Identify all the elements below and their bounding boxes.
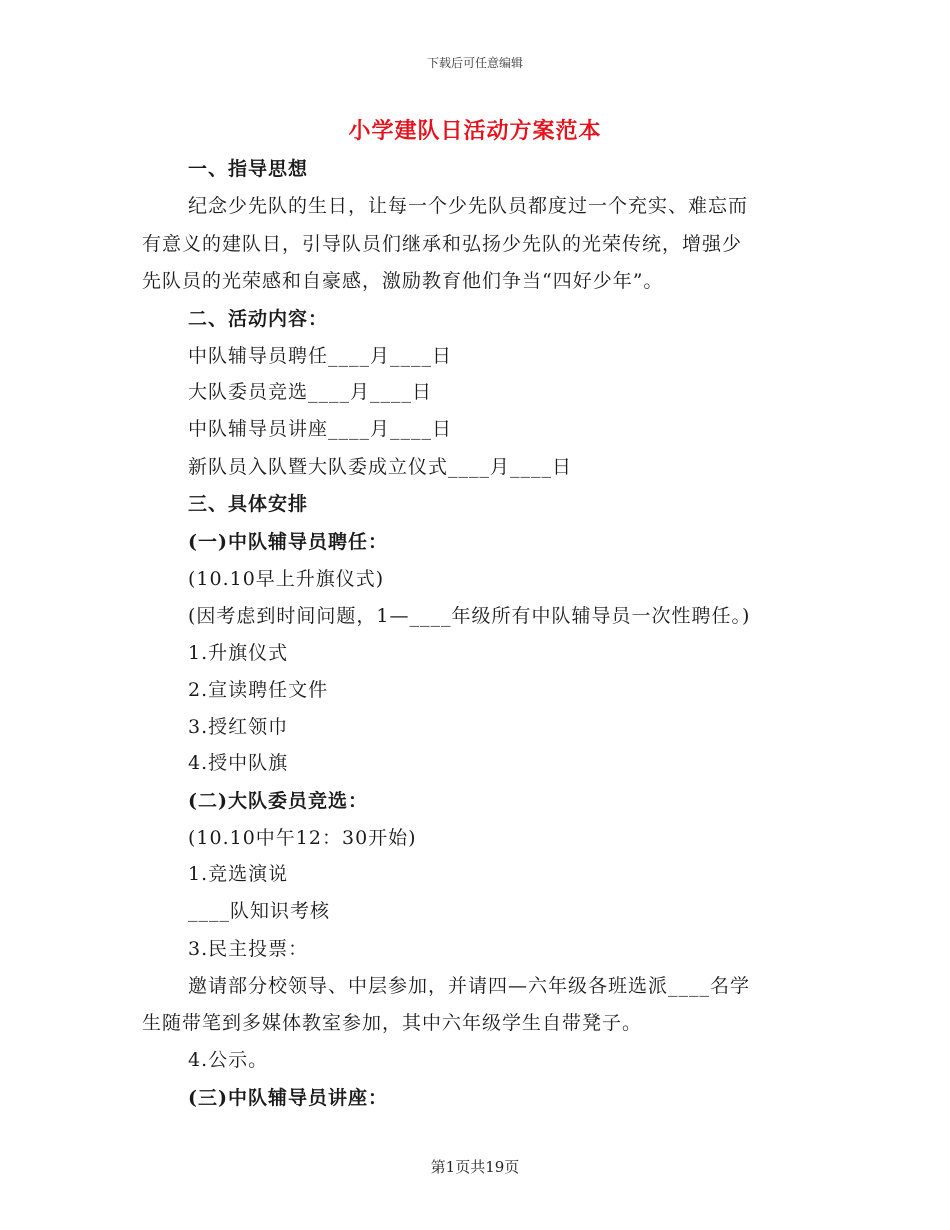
subsection-heading: (二)大队委员竞选： <box>188 790 368 812</box>
list-item: ____队知识考核 <box>188 900 331 922</box>
paragraph-line: 邀请部分校领导、中层参加，并请四—六年级各班选派____名学 <box>188 975 751 997</box>
paragraph-line: 先队员的光荣感和自豪感，激励教育他们争当“四好少年”。 <box>142 270 664 292</box>
list-item: 大队委员竞选____月____日 <box>188 381 433 403</box>
section-heading: 一、指导思想 <box>188 158 309 180</box>
list-item: 新队员入队暨大队委成立仪式____月____日 <box>188 456 573 478</box>
list-item: 1.升旗仪式 <box>188 642 289 664</box>
subsection-heading: (三)中队辅导员讲座： <box>188 1087 388 1109</box>
paragraph-line: 有意义的建队日，引导队员们继承和弘扬少先队的光荣传统，增强少 <box>142 233 743 255</box>
section-heading: 二、活动内容： <box>188 308 329 330</box>
document-title: 小学建队日活动方案范本 <box>348 118 602 144</box>
paragraph-line: 生随带笔到多媒体教室参加，其中六年级学生自带凳子。 <box>142 1012 643 1034</box>
page-footer: 第1页共19页 <box>430 1158 520 1176</box>
paragraph-line: (10.10中午12：30开始) <box>188 827 417 849</box>
list-item: 中队辅导员聘任____月____日 <box>188 345 453 367</box>
list-item: 中队辅导员讲座____月____日 <box>188 418 453 440</box>
list-item: 1.竞选演说 <box>188 863 289 885</box>
list-item: 4.公示。 <box>188 1049 269 1071</box>
list-item: 4.授中队旗 <box>188 752 289 774</box>
list-item: 3.授红领巾 <box>188 716 289 738</box>
list-item: 2.宣读聘任文件 <box>188 679 329 701</box>
paragraph-line: 纪念少先队的生日，让每一个少先队员都度过一个充实、难忘而 <box>188 195 749 217</box>
page-header: 下载后可任意编辑 <box>426 56 523 70</box>
paragraph-line: (因考虑到时间问题，1—____年级所有中队辅导员一次性聘任。) <box>188 605 751 627</box>
section-heading: 三、具体安排 <box>188 493 309 515</box>
subsection-heading: (一)中队辅导员聘任： <box>188 531 388 553</box>
list-item: 3.民主投票： <box>188 938 309 960</box>
paragraph-line: (10.10早上升旗仪式) <box>188 568 385 590</box>
